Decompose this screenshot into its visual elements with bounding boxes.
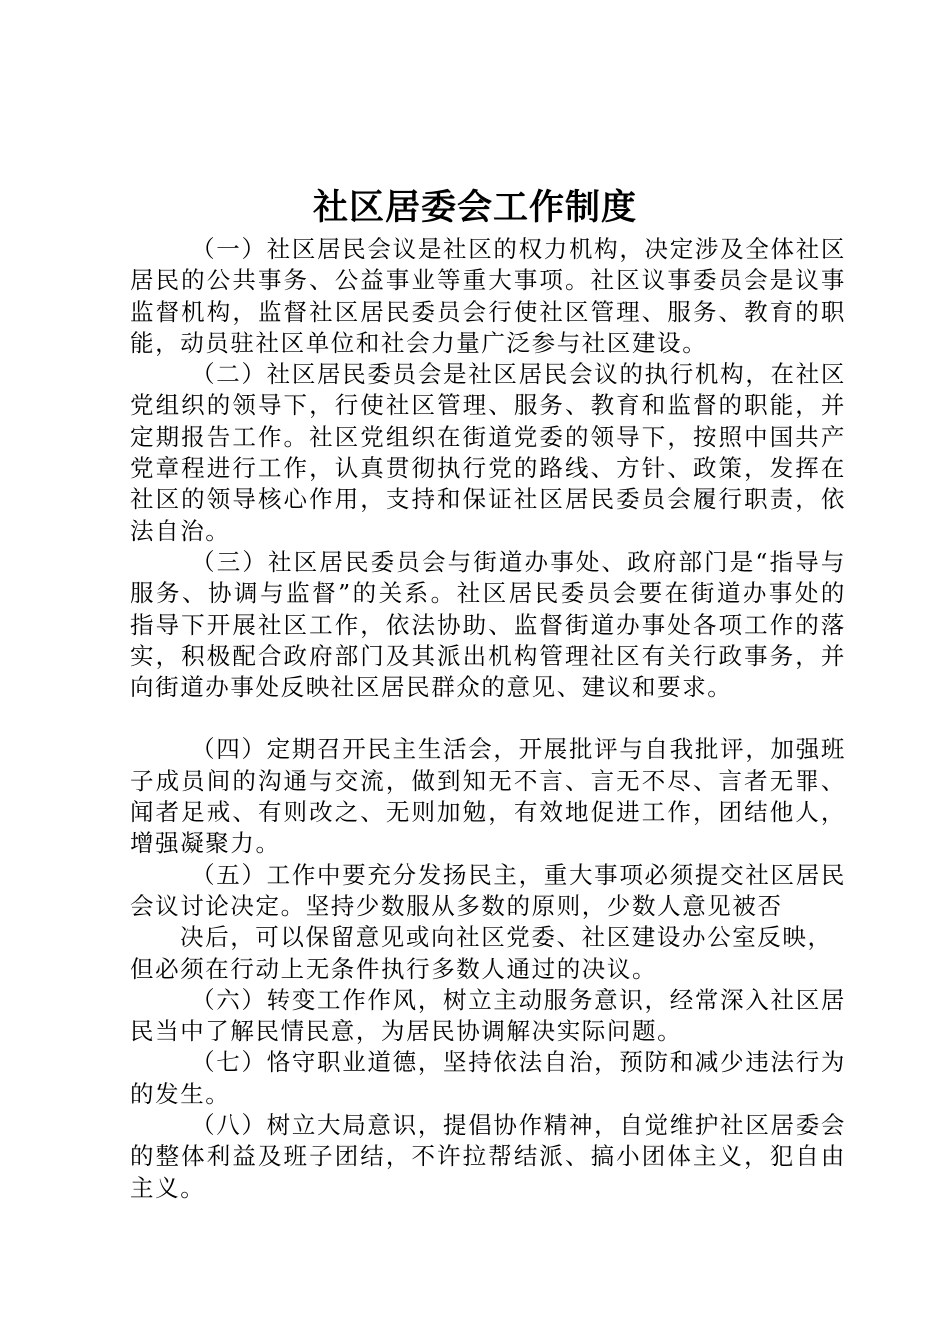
paragraph-5-part-2: 决后，可以保留意见或向社区党委、社区建设办公室反映， xyxy=(180,923,833,952)
paragraph-7: （七）恪守职业道德，坚持依法自治，预防和减少违法行为的发生。 xyxy=(130,1048,846,1108)
paragraph-6: （六）转变工作作风，树立主动服务意识，经常深入社区居民当中了解民情民意，为居民协调解决实际问题。 xyxy=(130,985,846,1046)
document-title: 社区居委会工作制度 xyxy=(312,187,637,228)
paragraph-5-part-3: 但必须在行动上无条件执行多数人通过的决议。 xyxy=(130,954,658,983)
paragraph-5 xyxy=(130,860,846,985)
paragraph-2: （二）社区居民委员会是社区居民会议的执行机构，在社区党组织的领导下，行使社区管理、服务、教育和监督的职能，并定期报告工作。社区党组织在街道党委的领导下，按照中国共产党章程进行工作，认真贯彻执行党的路线、方针、政策，发挥在社区的领导核心作用，支持和保证社区居民委员会履行职责，依法自治。 xyxy=(130,360,846,545)
paragraph-4: （四）定期召开民主生活会，开展批评与自我批评，加强班子成员间的沟通与交流，做到知无不言、言无不尽、言者无罪、闻者足戒、有则改之、无则加勉，有效地促进工作，团结他人，增强凝聚力。 xyxy=(130,735,846,858)
paragraph-3: （三）社区居民委员会与街道办事处、政府部门是“指导与服务、协调与监督”的关系。社区居民委员会要在街道办事处的指导下开展社区工作，依法协助、监督街道办事处各项工作的落实，积极配合政府部门及其派出机构管理社区有关行政事务，并向街道办事处反映社区居民群众的意见、建议和要求。 xyxy=(130,547,846,702)
paragraph-1: （一）社区居民会议是社区的权力机构，决定涉及全体社区居民的公共事务、公益事业等重大事项。社区议事委员会是议事监督机构，监督社区居民委员会行使社区管理、服务、教育的职能，动员驻社区单位和社会力量广泛参与社区建设。 xyxy=(130,235,846,357)
paragraph-5-part-1: （五）工作中要充分发扬民主，重大事项必须提交社区居民会议讨论决定。坚持少数服从多数的原则，少数人意见被否 xyxy=(130,860,846,920)
paragraph-8: （八）树立大局意识，提倡协作精神，自觉维护社区居委会的整体利益及班子团结，不许拉帮结派、搞小团体主义，犯自由主义。 xyxy=(130,1111,846,1202)
document-body xyxy=(130,234,846,1204)
